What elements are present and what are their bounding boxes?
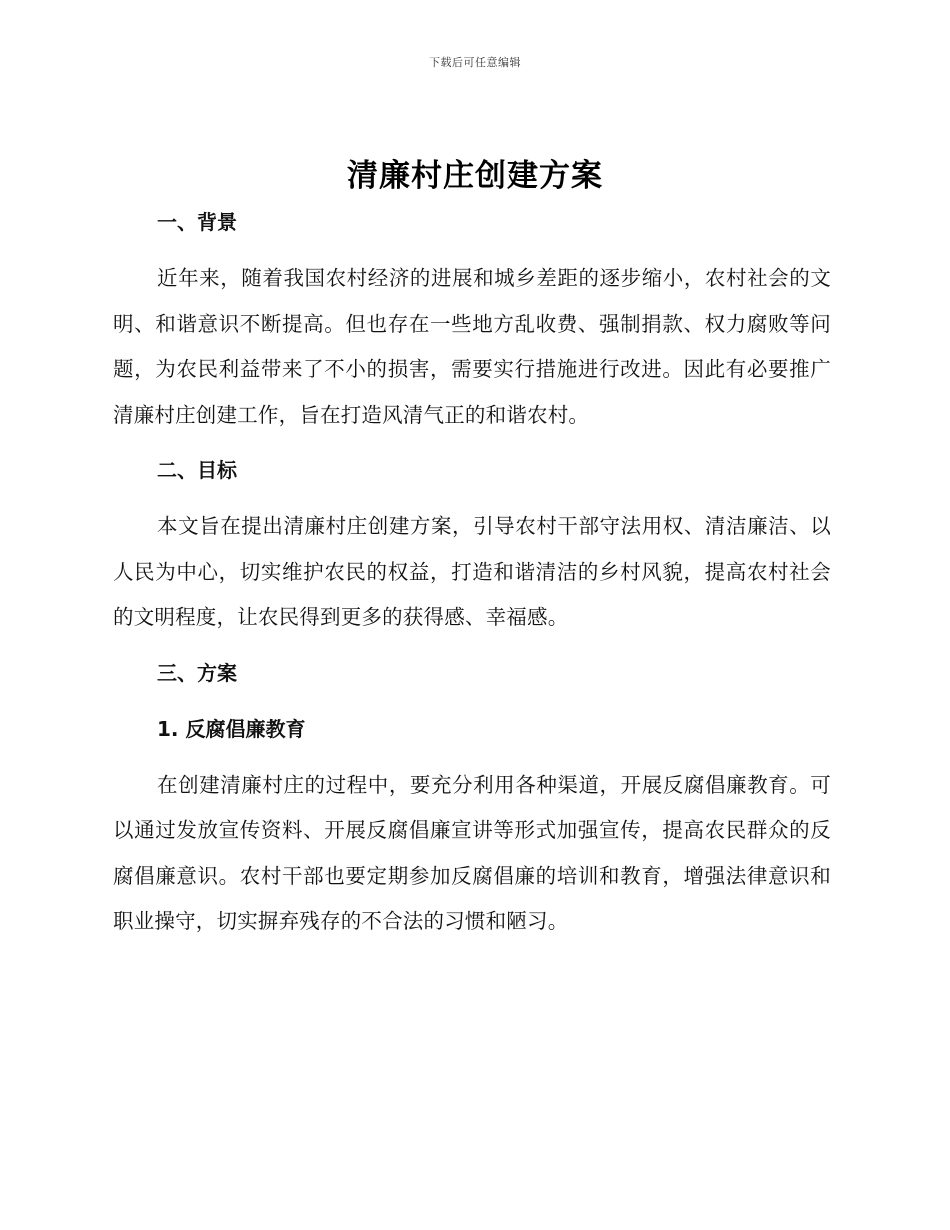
subsection-heading-education: 1. 反腐倡廉教育 <box>157 716 306 741</box>
section-paragraph-background: 近年来，随着我国农村经济的进展和城乡差距的逐步缩小，农村社会的文明、和谐意识不断提高。但也存在一些地方乱收费、强制捐款、权力腐败等问题，为农民利益带来了不小的损害，需要实行措施进行改进。因此有必要推广清廉村庄创建工作，旨在打造风清气正的和谐农村。 <box>113 266 831 427</box>
section-paragraph-goals: 本文旨在提出清廉村庄创建方案，引导农村干部守法用权、清洁廉洁、以人民为中心，切实维护农民的权益，打造和谐清洁的乡村风貌，提高农村社会的文明程度，让农民得到更多的获得感、幸福感。 <box>113 514 831 629</box>
subsection-paragraph-education: 在创建清廉村庄的过程中，要充分利用各种渠道，开展反腐倡廉教育。可以通过发放宣传资料、开展反腐倡廉宣讲等形式加强宣传，提高农民群众的反腐倡廉意识。农村干部也要定期参加反腐倡廉的培训和教育，增强法律意识和职业操守，切实摒弃残存的不合法的习惯和陋习。 <box>113 772 831 933</box>
document-body <box>113 202 831 945</box>
section-heading-background: 一、背景 <box>157 210 237 234</box>
header-note: 下载后可任意编辑 <box>429 56 521 69</box>
section-heading-plan: 三、方案 <box>157 660 237 685</box>
section-heading-goals: 二、目标 <box>157 458 237 482</box>
document-title: 清廉村庄创建方案 <box>347 158 603 194</box>
